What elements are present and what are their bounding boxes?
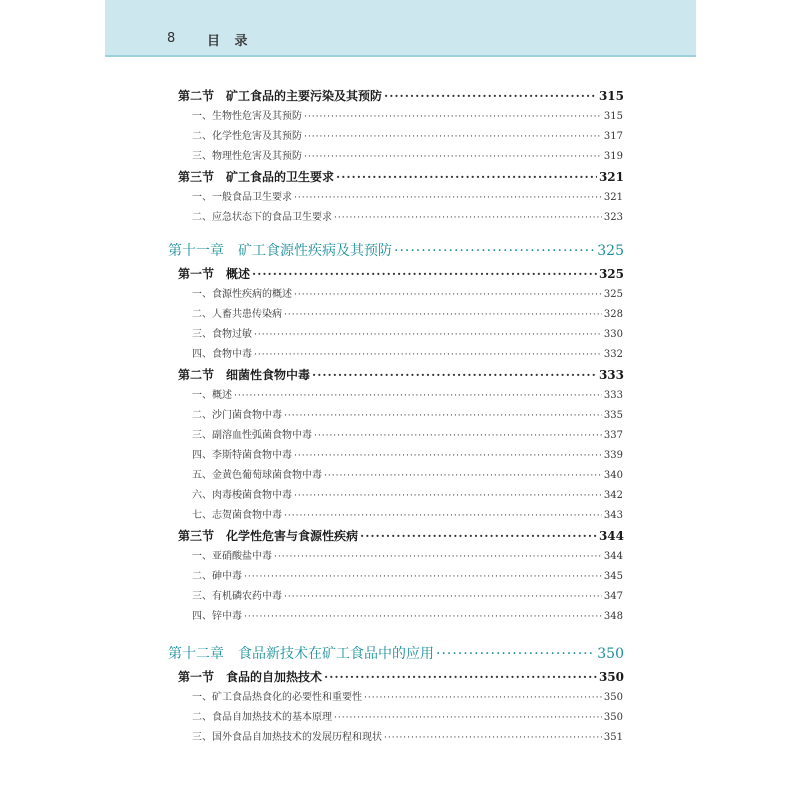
table-of-contents: [168, 86, 624, 748]
toc-page-number: 347: [603, 591, 623, 602]
toc-entry-title: 二、化学性危害及其预防: [192, 131, 302, 142]
toc-item[interactable]: [168, 127, 624, 147]
toc-item[interactable]: [168, 325, 624, 345]
toc-entry-title: 二、砷中毒: [192, 571, 242, 582]
toc-item[interactable]: [168, 406, 624, 426]
dot-leader: [284, 587, 602, 607]
toc-section[interactable]: [168, 86, 624, 107]
toc-item[interactable]: [168, 208, 624, 228]
dot-leader: [294, 285, 602, 305]
toc-item[interactable]: [168, 426, 624, 446]
toc-item[interactable]: [168, 285, 624, 305]
toc-entry-title: 二、人畜共患传染病: [192, 309, 282, 320]
toc-item[interactable]: [168, 305, 624, 325]
toc-page-number: 339: [603, 450, 623, 461]
toc-entry-title: 六、肉毒梭菌食物中毒: [192, 490, 292, 501]
toc-entry-title: 一、食源性疾病的概述: [192, 289, 292, 300]
toc-entry-title: 一、矿工食品热食化的必要性和重要性: [192, 692, 362, 703]
toc-page-number: 321: [598, 170, 624, 184]
toc-entry-title: 三、有机磷农药中毒: [192, 591, 282, 602]
toc-item[interactable]: [168, 688, 624, 708]
toc-entry-title: 第十一章 矿工食源性疾病及其预防: [168, 243, 392, 259]
toc-chapter[interactable]: [168, 238, 624, 264]
toc-page-number: 350: [603, 712, 623, 723]
toc-entry-title: 三、副溶血性弧菌食物中毒: [192, 430, 312, 441]
toc-page-number: 319: [603, 151, 623, 162]
toc-page-number: 325: [598, 267, 624, 281]
toc-entry-title: 二、应急状态下的食品卫生要求: [192, 212, 332, 223]
toc-entry-title: 三、食物过敏: [192, 329, 252, 340]
dot-leader: [304, 107, 602, 127]
dot-leader: [294, 446, 602, 466]
dot-leader: [324, 466, 602, 486]
toc-entry-title: 四、食物中毒: [192, 349, 252, 360]
toc-page-number: 350: [597, 646, 624, 662]
toc-item[interactable]: [168, 567, 624, 587]
dot-leader: [334, 708, 602, 728]
dot-leader: [364, 688, 602, 708]
toc-page-number: 317: [603, 131, 623, 142]
toc-page-number: 340: [603, 470, 623, 481]
toc-chapter[interactable]: [168, 641, 624, 667]
dot-leader: [360, 526, 597, 547]
toc-entry-title: 一、亚硝酸盐中毒: [192, 551, 272, 562]
toc-section[interactable]: [168, 526, 624, 547]
toc-page-number: 350: [598, 670, 624, 684]
dot-leader: [294, 188, 602, 208]
dot-leader: [436, 641, 595, 667]
toc-item[interactable]: [168, 728, 624, 748]
toc-page-number: 315: [598, 89, 624, 103]
dot-leader: [312, 365, 597, 386]
toc-entry-title: 第二节 细菌性食物中毒: [178, 368, 311, 382]
toc-entry-title: 第一节 概述: [178, 267, 251, 281]
toc-page-number: 332: [603, 349, 623, 360]
toc-entry-title: 第三节 矿工食品的卫生要求: [178, 170, 335, 184]
spacer: [168, 228, 624, 238]
toc-entry-title: 二、沙门菌食物中毒: [192, 410, 282, 421]
toc-section[interactable]: [168, 167, 624, 188]
toc-page-number: 325: [597, 243, 624, 259]
toc-section[interactable]: [168, 264, 624, 285]
dot-leader: [244, 607, 602, 627]
toc-entry-title: 四、李斯特菌食物中毒: [192, 450, 292, 461]
toc-page-number: 351: [603, 732, 623, 743]
toc-entry-title: 一、生物性危害及其预防: [192, 111, 302, 122]
dot-leader: [254, 345, 602, 365]
dot-leader: [274, 547, 602, 567]
dot-leader: [252, 264, 597, 285]
page-header-band: [105, 0, 696, 55]
toc-entry-title: 七、志贺菌食物中毒: [192, 510, 282, 521]
dot-leader: [394, 238, 595, 264]
toc-entry-title: 第十二章 食品新技术在矿工食品中的应用: [168, 646, 434, 662]
toc-item[interactable]: [168, 466, 624, 486]
toc-page-number: 330: [603, 329, 623, 340]
dot-leader: [254, 325, 602, 345]
toc-entry-title: 三、物理性危害及其预防: [192, 151, 302, 162]
dot-leader: [284, 406, 602, 426]
toc-item[interactable]: [168, 147, 624, 167]
toc-page-number: 333: [603, 390, 623, 401]
toc-page-number: 344: [598, 529, 624, 543]
toc-page-number: 333: [598, 368, 624, 382]
toc-page-number: 315: [603, 111, 623, 122]
toc-page-number: 345: [603, 571, 623, 582]
toc-entry-title: 第二节 矿工食品的主要污染及其预防: [178, 89, 383, 103]
toc-page-number: 348: [603, 611, 623, 622]
toc-page-number: 335: [603, 410, 623, 421]
dot-leader: [314, 426, 602, 446]
toc-section[interactable]: [168, 365, 624, 386]
toc-item[interactable]: [168, 506, 624, 526]
dot-leader: [234, 386, 602, 406]
toc-entry-title: 一、概述: [192, 390, 232, 401]
toc-entry-title: 二、食品自加热技术的基本原理: [192, 712, 332, 723]
toc-item[interactable]: [168, 607, 624, 627]
dot-leader: [324, 667, 597, 688]
dot-leader: [284, 305, 602, 325]
toc-item[interactable]: [168, 486, 624, 506]
dot-leader: [384, 728, 602, 748]
toc-entry-title: 第一节 食品的自加热技术: [178, 670, 323, 684]
toc-page-number: 337: [603, 430, 623, 441]
toc-page-number: 321: [603, 192, 623, 203]
toc-item[interactable]: [168, 587, 624, 607]
dot-leader: [304, 147, 602, 167]
toc-page-number: 343: [603, 510, 623, 521]
running-title: 目 录: [207, 34, 253, 49]
toc-entry-title: 一、一般食品卫生要求: [192, 192, 292, 203]
dot-leader: [336, 167, 597, 188]
header-rule: [105, 55, 696, 57]
toc-page-number: 344: [603, 551, 623, 562]
dot-leader: [294, 486, 602, 506]
toc-entry-title: 四、锌中毒: [192, 611, 242, 622]
toc-page-number: 328: [603, 309, 623, 320]
spacer: [168, 627, 624, 641]
toc-entry-title: 三、国外食品自加热技术的发展历程和现状: [192, 732, 382, 743]
toc-page-number: 325: [603, 289, 623, 300]
toc-section[interactable]: [168, 667, 624, 688]
toc-item[interactable]: [168, 547, 624, 567]
toc-item[interactable]: [168, 446, 624, 466]
toc-item[interactable]: [168, 107, 624, 127]
dot-leader: [244, 567, 602, 587]
toc-entry-title: 第三节 化学性危害与食源性疾病: [178, 529, 359, 543]
dot-leader: [304, 127, 602, 147]
toc-entry-title: 五、金黄色葡萄球菌食物中毒: [192, 470, 322, 481]
dot-leader: [334, 208, 602, 228]
toc-page-number: 323: [603, 212, 623, 223]
toc-item[interactable]: [168, 386, 624, 406]
toc-page-number: 350: [603, 692, 623, 703]
toc-page-number: 342: [603, 490, 623, 501]
dot-leader: [284, 506, 602, 526]
toc-item[interactable]: [168, 345, 624, 365]
toc-item[interactable]: [168, 708, 624, 728]
page-number: 8: [167, 31, 176, 46]
dot-leader: [384, 86, 597, 107]
toc-item[interactable]: [168, 188, 624, 208]
